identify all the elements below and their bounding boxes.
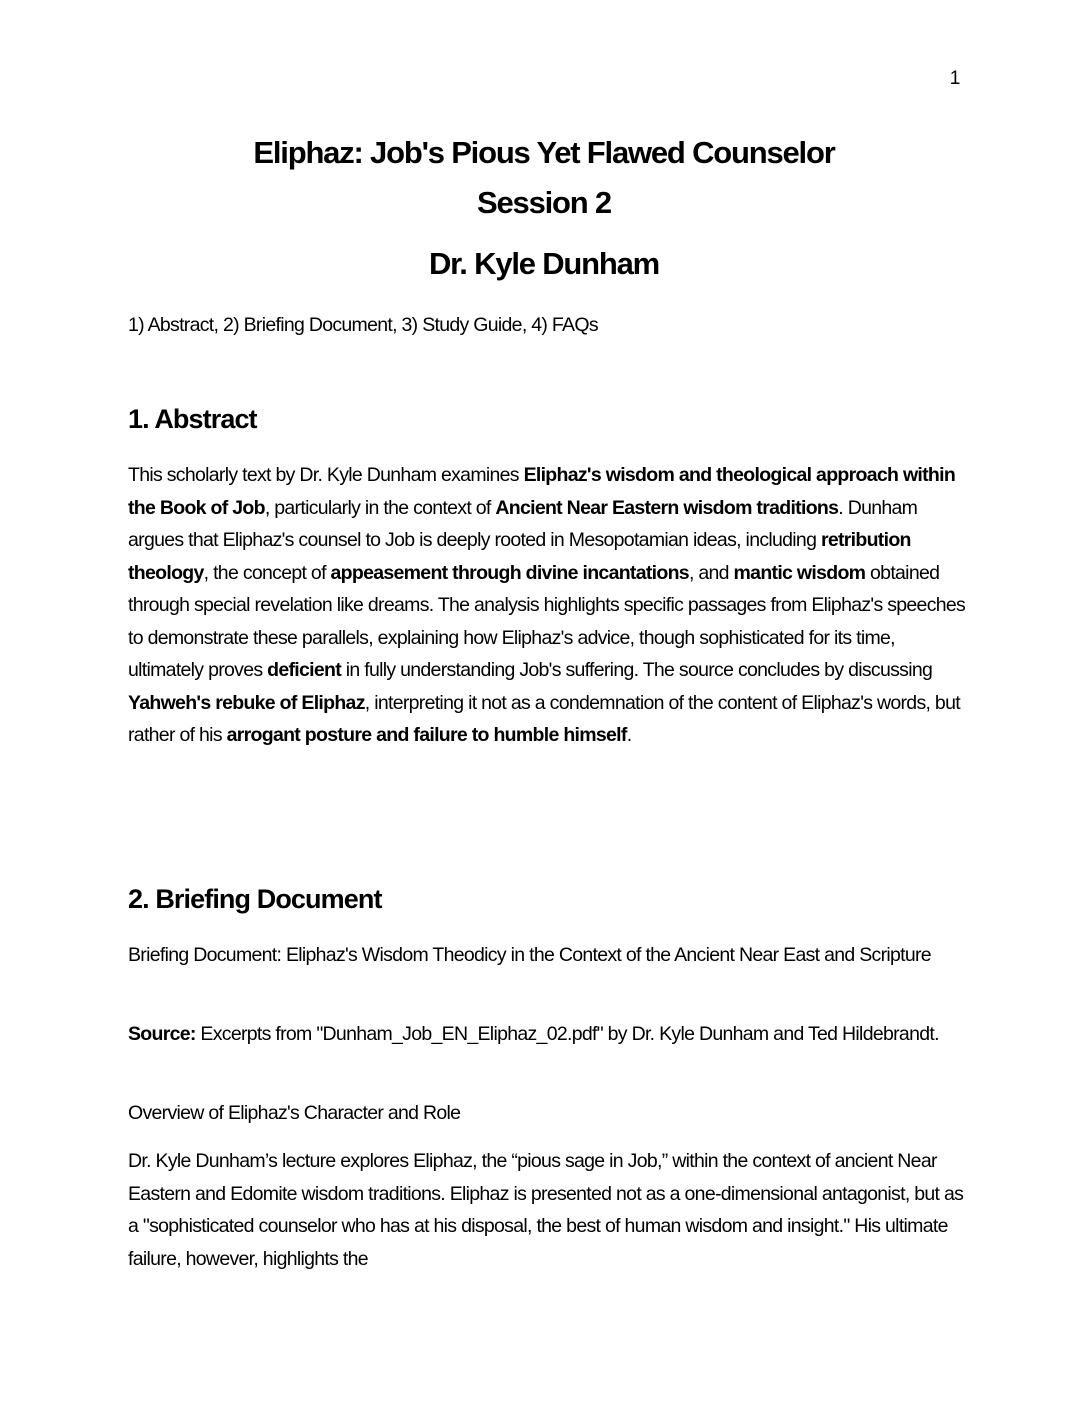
document-title: Eliphaz: Job's Pious Yet Flawed Counselor xyxy=(253,135,835,170)
abstract-paragraph xyxy=(128,459,968,752)
source-text: Excerpts from "Dunham_Job_EN_Eliphaz_02.pdf" by Dr. Kyle Dunham and Ted Hildebrandt. xyxy=(195,1023,939,1045)
abstract-bold-phrase: appeasement through divine incantations xyxy=(330,561,689,584)
page-number: 1 xyxy=(949,68,960,89)
abstract-text: This scholarly text by Dr. Kyle Dunham examines xyxy=(128,464,524,486)
title-block xyxy=(0,128,1088,228)
abstract-text: , and xyxy=(688,561,734,584)
abstract-bold-phrase: arrogant posture and failure to humble himself xyxy=(226,724,627,746)
abstract-bold-phrase: Yahweh's rebuke of Eliphaz xyxy=(128,691,365,714)
overview-heading: Overview of Eliphaz's Character and Role xyxy=(128,1102,461,1124)
author-name: Dr. Kyle Dunham xyxy=(428,246,660,281)
abstract-bold-phrase: Eliphaz's wisdom and theological approach within the Book of Job xyxy=(128,464,956,519)
source-paragraph xyxy=(128,1018,968,1051)
table-of-contents: 1) Abstract, 2) Briefing Document, 3) Study Guide, 4) FAQs xyxy=(128,314,598,336)
briefing-subtitle: Briefing Document: Eliphaz's Wisdom Theodicy in the Context of the Ancient Near East and Scripture xyxy=(128,944,931,966)
abstract-bold-phrase: deficient xyxy=(267,659,342,681)
abstract-text: . xyxy=(626,724,632,746)
abstract-bold-phrase: Ancient Near Eastern wisdom traditions xyxy=(495,496,839,519)
abstract-text: , interpreting it not as a condemnation of the content of Eliphaz's words, but rather of his xyxy=(128,691,960,746)
source-label: Source: xyxy=(128,1023,196,1045)
overview-intro-paragraph: Dr. Kyle Dunham’s lecture explores Eliphaz, the “pious sage in Job,” within the context of ancient Near Eastern and Edomite wisdom traditions. Eliphaz is presented not as a one-dimensional antagonist, but as a "sophisticated counselor who has at his disposal, the best of human wisdom and insight." His ultimate failure, however, highlights the xyxy=(128,1150,964,1270)
abstract-heading: 1. Abstract xyxy=(128,404,257,434)
abstract-text: , particularly in the context of xyxy=(264,496,496,519)
abstract-text: in fully understanding Job's suffering. The source concludes by discussing xyxy=(341,659,933,681)
abstract-text: . Dunham argues that Eliphaz's counsel to Job is deeply rooted in Mesopotamian ideas, including xyxy=(128,496,918,551)
abstract-text: obtained through special revelation like dreams. The analysis highlights specific passages from Eliphaz's speeches to demonstrate these parallels, explaining how Eliphaz's advice, though sophisticated for its time, ultimately proves xyxy=(128,561,966,681)
session-label: Session 2 xyxy=(477,185,611,220)
abstract-text: , the concept of xyxy=(203,561,331,584)
abstract-bold-phrase: retribution theology xyxy=(128,529,911,584)
abstract-bold-phrase: mantic wisdom xyxy=(733,561,866,584)
briefing-heading: 2. Briefing Document xyxy=(128,884,382,914)
